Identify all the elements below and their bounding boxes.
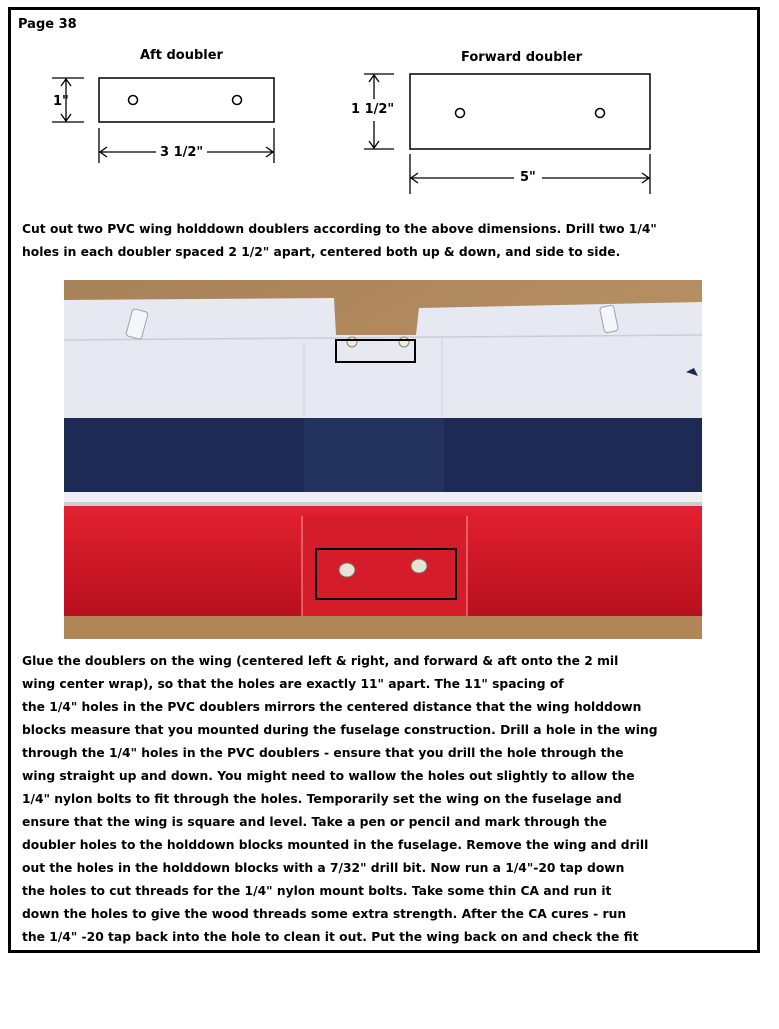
wing-photo [64, 280, 702, 639]
aft-doubler-height-label: 1" [53, 94, 69, 109]
forward-doubler-width-label: 5" [514, 170, 542, 185]
forward-doubler-title: Forward doubler [461, 50, 583, 65]
instruction-paragraph-2: Glue the doublers on the wing (centered left & right, and forward & aft onto the 2 mil wing center wrap), so that the holes are exactly 11" apart. The 11" spacing of the 1/4" holes in the PVC doublers mirrors the centered distance that the wing holddown blocks measure that you mounted during the fuselage construction. Drill a hole in the wing through the 1/4" holes in the PVC doublers - ensure that you drill the hole through the wing straight up and down. You might need to wallow the holes out slightly to allow the 1/4" nylon bolts to fit through the holes. Temporarily set the wing on the fuselage and ensure that the wing is square and level. Take a pen or pencil and mark through the doubler holes to the holddown blocks mounted in the fuselage. Remove the wing and drill out the holes in the holddown blocks with a 7/32" drill bit. Now run a 1/4"-20 tap down the holes to cut threads for the 1/4" nylon mount bolts. Take some thin CA and run it down the holes to give the wood threads some extra strength. After the CA cures - run the 1/4" -20 tap back into the hole to clean it out. Put the wing back on and check the fit [22, 654, 658, 944]
instruction-paragraph-1: Cut out two PVC wing holddown doublers according to the above dimensions. Drill two 1/4" holes in each doubler spaced 2 1/2" apart, centered both up & down, and side to side. [22, 222, 657, 259]
aft-doubler-title: Aft doubler [140, 48, 223, 63]
page-number: Page 38 [18, 17, 77, 32]
forward-doubler-height-label: 1 1/2" [351, 102, 395, 117]
aft-doubler-width-label: 3 1/2" [156, 145, 207, 160]
forward-doubler-diagram [350, 66, 670, 196]
